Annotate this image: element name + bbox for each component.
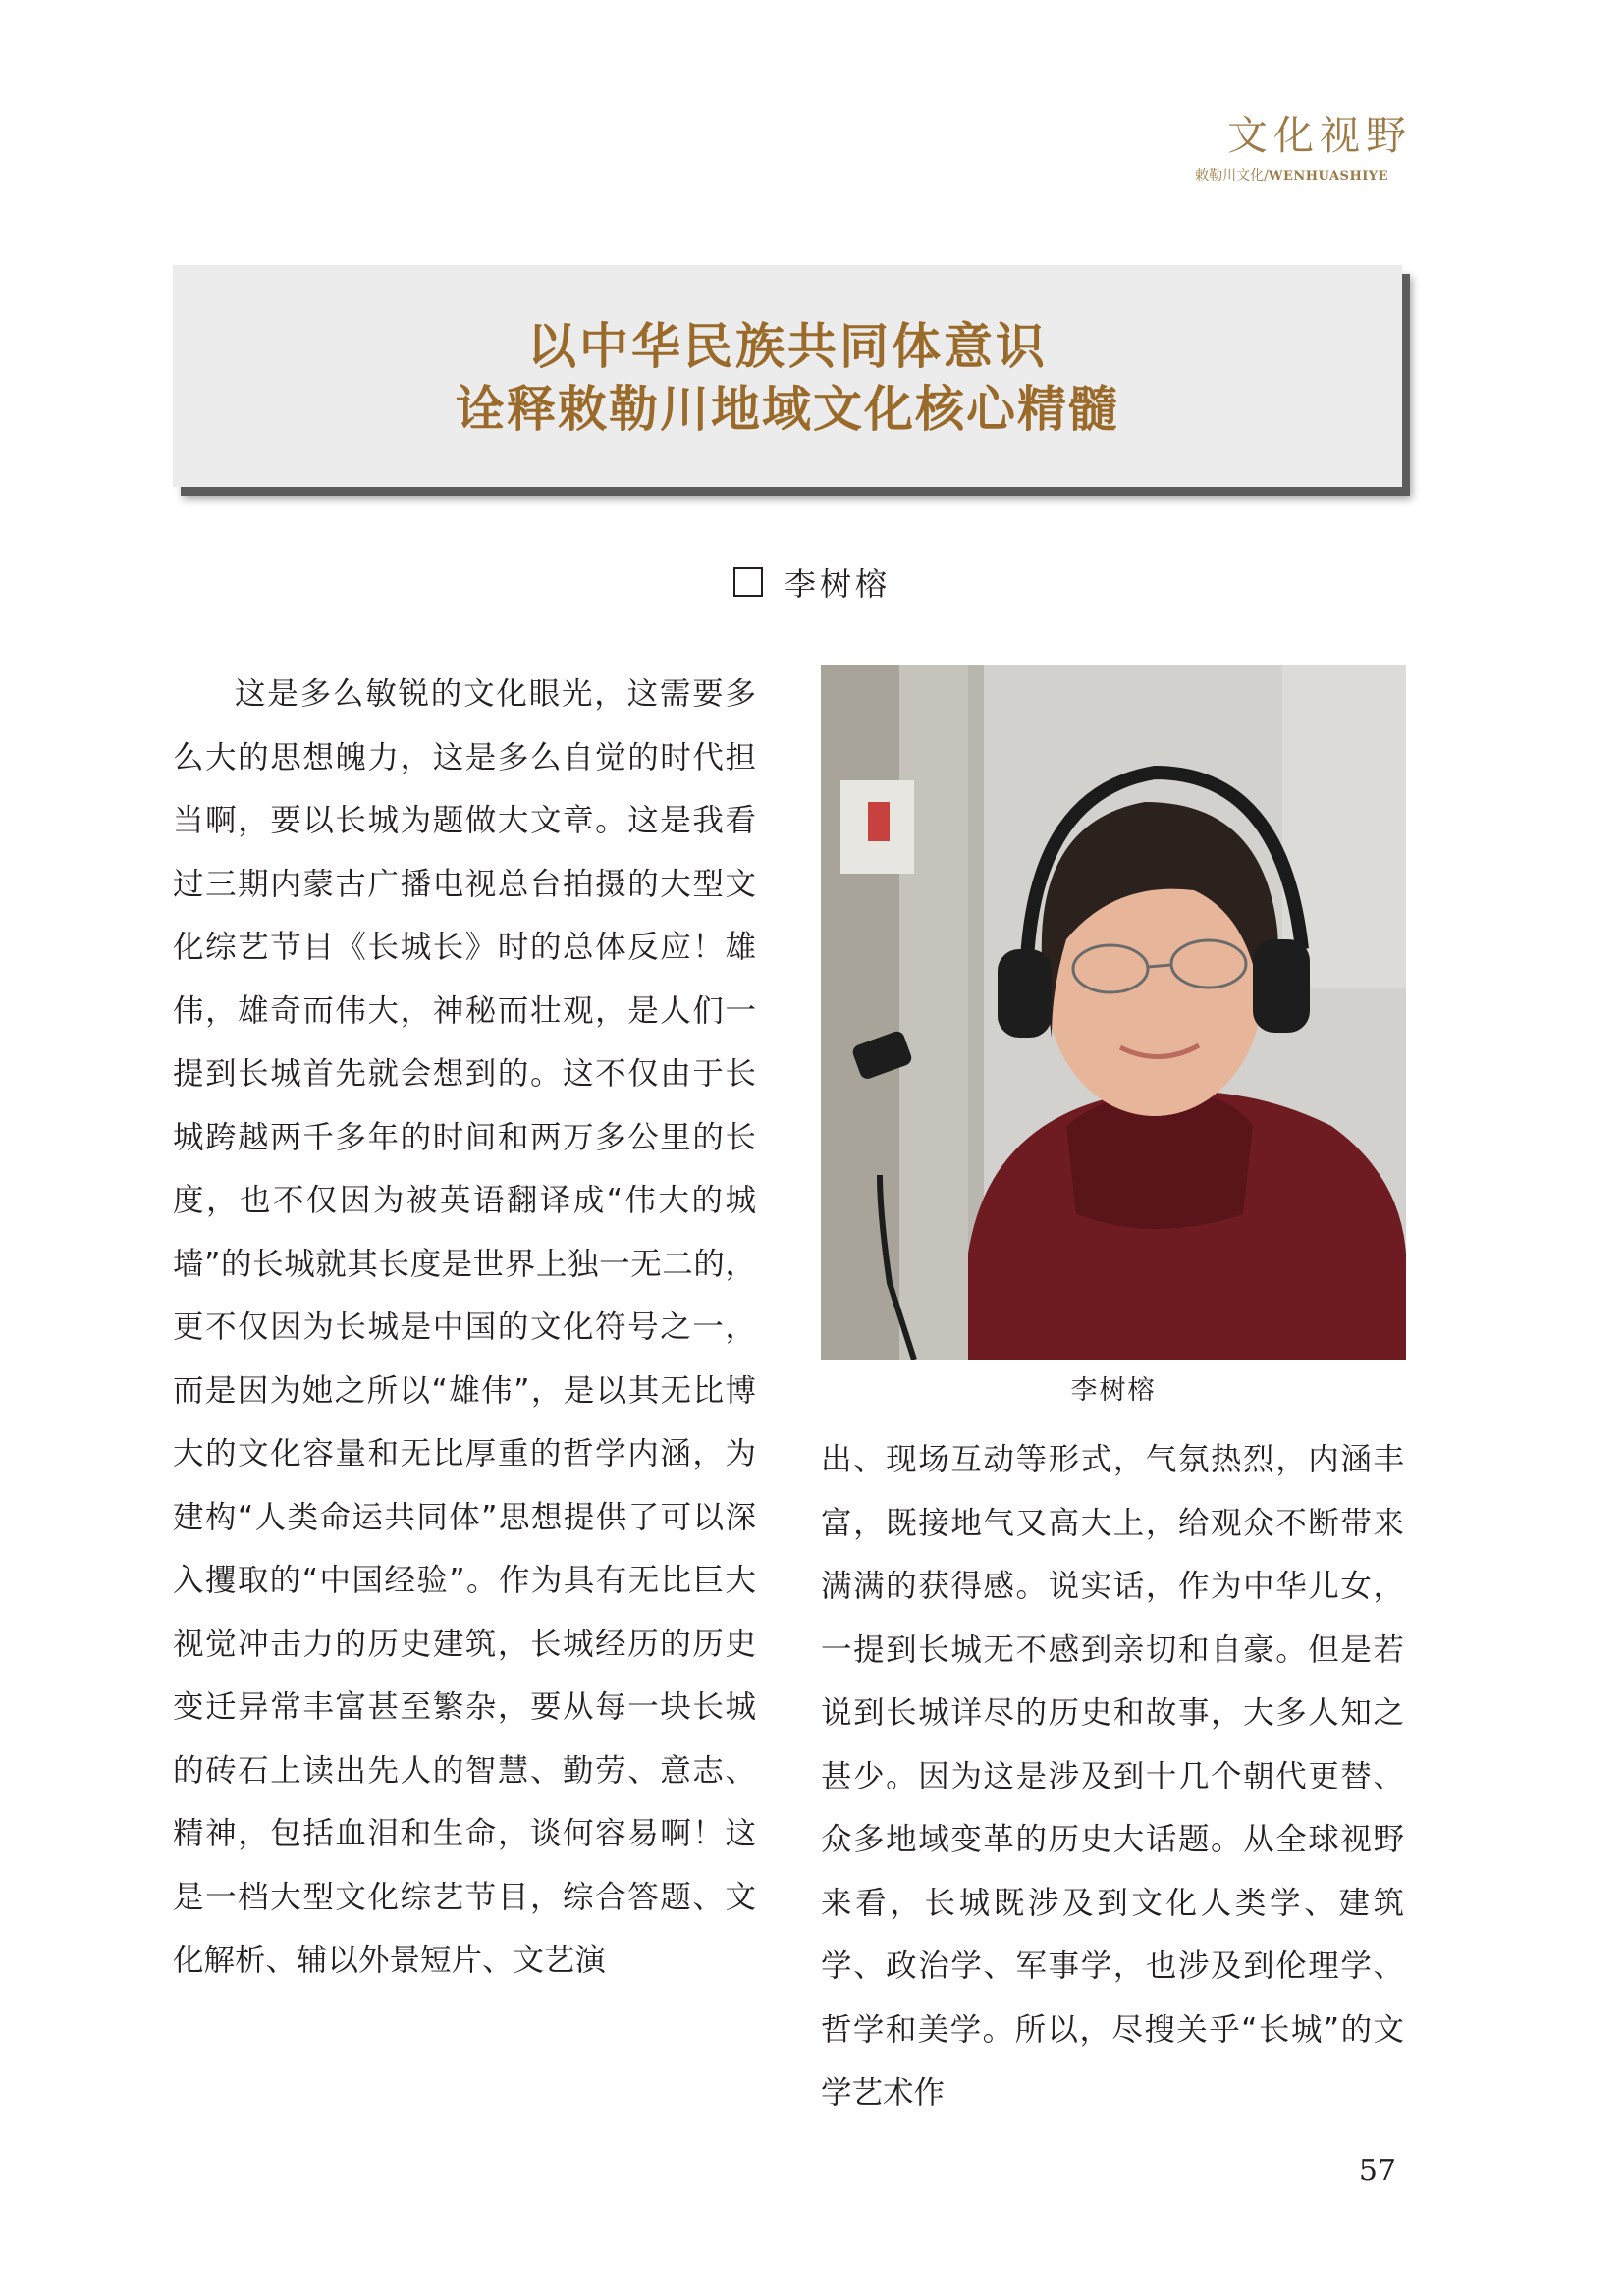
section-subtitle-en: WENHUASHIYE xyxy=(1268,169,1388,184)
author-byline xyxy=(0,560,1624,609)
body-column-left xyxy=(173,663,756,1993)
section-subtitle-separator: / xyxy=(1264,168,1269,184)
article-title-box xyxy=(173,265,1402,487)
author-photo xyxy=(821,665,1406,1360)
article-title-line-1: 以中华民族共同体意识 xyxy=(527,318,1048,375)
body-column-right xyxy=(821,1428,1404,2125)
page-number: 57 xyxy=(1358,2154,1396,2188)
photo-caption: 李树榕 xyxy=(1070,1375,1157,1406)
section-title: 文化视野 xyxy=(1227,112,1412,159)
section-subtitle xyxy=(1195,167,1388,186)
author-name: 李树榕 xyxy=(784,565,891,603)
body-paragraph: 这是多么敏锐的文化眼光，这需要多么大的思想魄力，这是多么自觉的时代担当啊，要以长城为题做大文章。这是我看过三期内蒙古广播电视总台拍摄的大型文化综艺节目《长城长》时的总体反应！雄伟，雄奇而伟大，神秘而壮观，是人们一提到长城首先就会想到的。这不仅由于长城跨越两千多年的时间和两万多公里的长度，也不仅因为被英语翻译成“伟大的城墙”的长城就其长度是世界上独一无二的，更不仅因为长城是中国的文化符号之一，而是因为她之所以“雄伟”，是以其无比博大的文化容量和无比厚重的哲学内涵，为建构“人类命运共同体”思想提供了可以深入攫取的“中国经验”。作为具有无比巨大视觉冲击力的历史建筑，长城经历的历史变迁异常丰富甚至繁杂，要从每一块长城的砖石上读出先人的智慧、勤劳、意志、精神，包括血泪和生命，谈何容易啊！这是一档大型文化综艺节目，综合答题、文化解析、辅以外景短片、文艺演 xyxy=(173,676,756,1978)
section-subtitle-cn: 敕勒川文化 xyxy=(1195,168,1265,184)
byline-box-icon xyxy=(733,567,763,597)
body-paragraph-continued: 出、现场互动等形式，气氛热烈，内涵丰富，既接地气又高大上，给观众不断带来满满的获得感。说实话，作为中华儿女，一提到长城无不感到亲切和自豪。但是若说到长城详尽的历史和故事，大多人知之甚少。因为这是涉及到十几个朝代更替、众多地域变革的历史大话题。从全球视野来看，长城既涉及到文化人类学、建筑学、政治学、军事学，也涉及到伦理学、哲学和美学。所以，尽搜关乎“长城”的文学艺术作 xyxy=(821,1442,1404,2110)
article-title-line-2: 诠释敕勒川地域文化核心精髓 xyxy=(456,381,1119,438)
author-photo-image xyxy=(821,665,1406,1360)
